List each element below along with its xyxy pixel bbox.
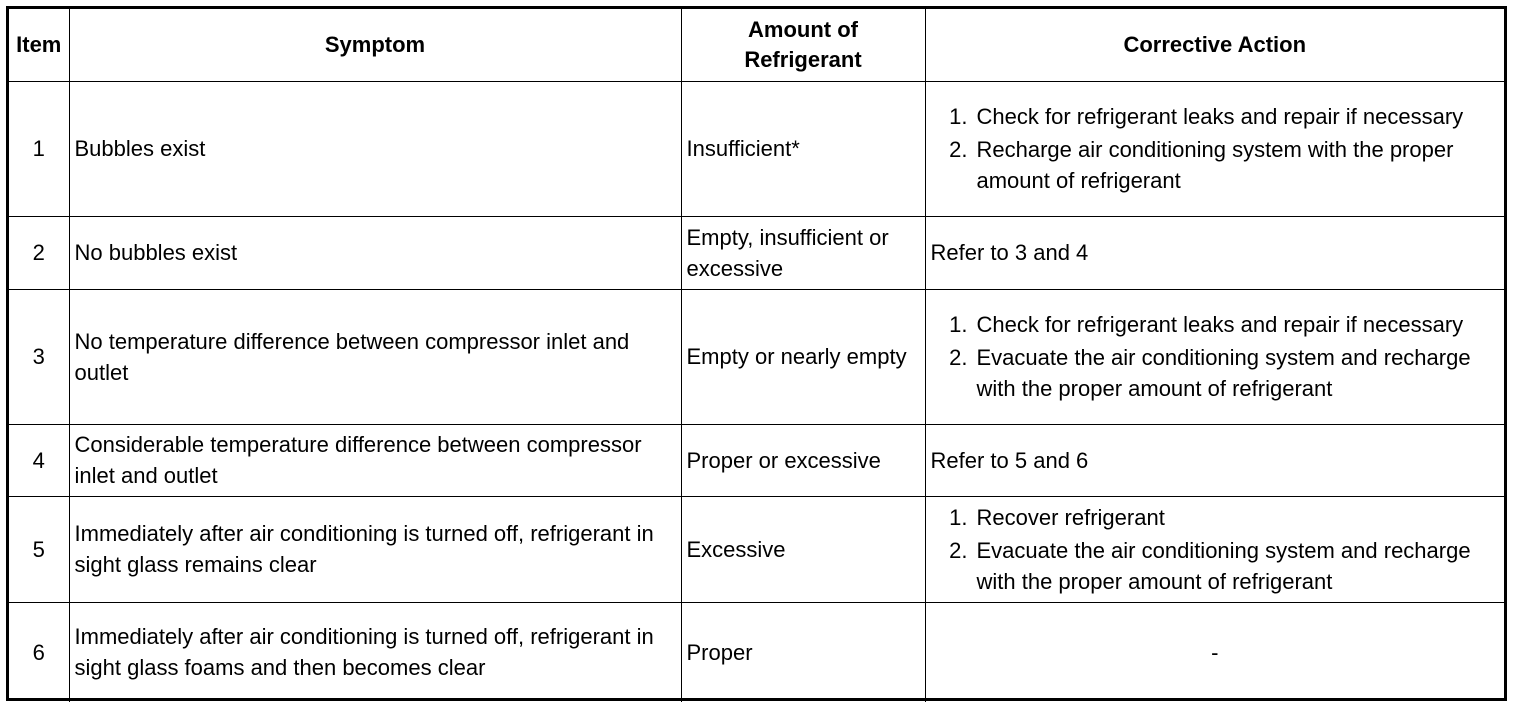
item-number: 5 xyxy=(9,496,69,602)
item-number: 2 xyxy=(9,216,69,289)
action-cell xyxy=(925,289,1504,424)
symptom-cell: Immediately after air conditioning is turned off, refrigerant in sight glass remains clear xyxy=(69,496,681,602)
item-number: 6 xyxy=(9,602,69,702)
table-row xyxy=(9,424,1504,496)
table-row xyxy=(9,602,1504,702)
symptom-cell: No temperature difference between compressor inlet and outlet xyxy=(69,289,681,424)
item-number: 4 xyxy=(9,424,69,496)
refrigerant-diagnosis-table-frame xyxy=(6,6,1507,701)
header-item: Item xyxy=(9,9,69,81)
amount-cell: Empty, insufficient or excessive xyxy=(681,216,925,289)
amount-cell: Insufficient* xyxy=(681,81,925,216)
amount-cell: Proper xyxy=(681,602,925,702)
action-step xyxy=(931,101,1500,132)
action-step xyxy=(931,309,1500,340)
action-step xyxy=(931,342,1500,404)
action-cell: Refer to 5 and 6 xyxy=(925,424,1504,496)
header-corrective-action: Corrective Action xyxy=(925,9,1504,81)
step-number: 2. xyxy=(949,537,968,563)
step-text: Recharge air conditioning system with the proper amount of refrigerant xyxy=(976,137,1454,193)
action-step xyxy=(931,502,1500,533)
refrigerant-diagnosis-table xyxy=(9,9,1504,702)
action-cell: Refer to 3 and 4 xyxy=(925,216,1504,289)
action-step xyxy=(931,134,1500,196)
table-row xyxy=(9,289,1504,424)
step-text: Recover refrigerant xyxy=(976,504,1165,530)
symptom-cell: Immediately after air conditioning is turned off, refrigerant in sight glass foams and then becomes clear xyxy=(69,602,681,702)
step-number: 2. xyxy=(949,345,968,370)
action-steps xyxy=(931,309,1500,404)
step-text: Check for refrigerant leaks and repair if necessary xyxy=(976,104,1464,129)
step-number: 1. xyxy=(949,312,968,337)
action-cell xyxy=(925,496,1504,602)
action-cell xyxy=(925,81,1504,216)
table-row xyxy=(9,496,1504,602)
item-number: 3 xyxy=(9,289,69,424)
step-text: Check for refrigerant leaks and repair if necessary xyxy=(976,312,1464,337)
symptom-cell: Bubbles exist xyxy=(69,81,681,216)
step-text: Evacuate the air conditioning system and recharge with the proper amount of refrigerant xyxy=(976,537,1471,594)
amount-cell: Empty or nearly empty xyxy=(681,289,925,424)
action-steps xyxy=(931,502,1500,597)
header-symptom: Symptom xyxy=(69,9,681,81)
table-row xyxy=(9,81,1504,216)
action-steps xyxy=(931,101,1500,196)
header-amount: Amount of Refrigerant xyxy=(681,9,925,81)
step-number: 1. xyxy=(949,104,968,129)
action-cell: - xyxy=(925,602,1504,702)
symptom-cell: Considerable temperature difference between compressor inlet and outlet xyxy=(69,424,681,496)
step-number: 1. xyxy=(949,504,968,530)
step-number: 2. xyxy=(949,137,968,162)
item-number: 1 xyxy=(9,81,69,216)
amount-cell: Proper or excessive xyxy=(681,424,925,496)
symptom-cell: No bubbles exist xyxy=(69,216,681,289)
table-row xyxy=(9,216,1504,289)
header-row xyxy=(9,9,1504,81)
action-step xyxy=(931,535,1500,597)
step-text: Evacuate the air conditioning system and recharge with the proper amount of refrigerant xyxy=(976,345,1471,401)
amount-cell: Excessive xyxy=(681,496,925,602)
